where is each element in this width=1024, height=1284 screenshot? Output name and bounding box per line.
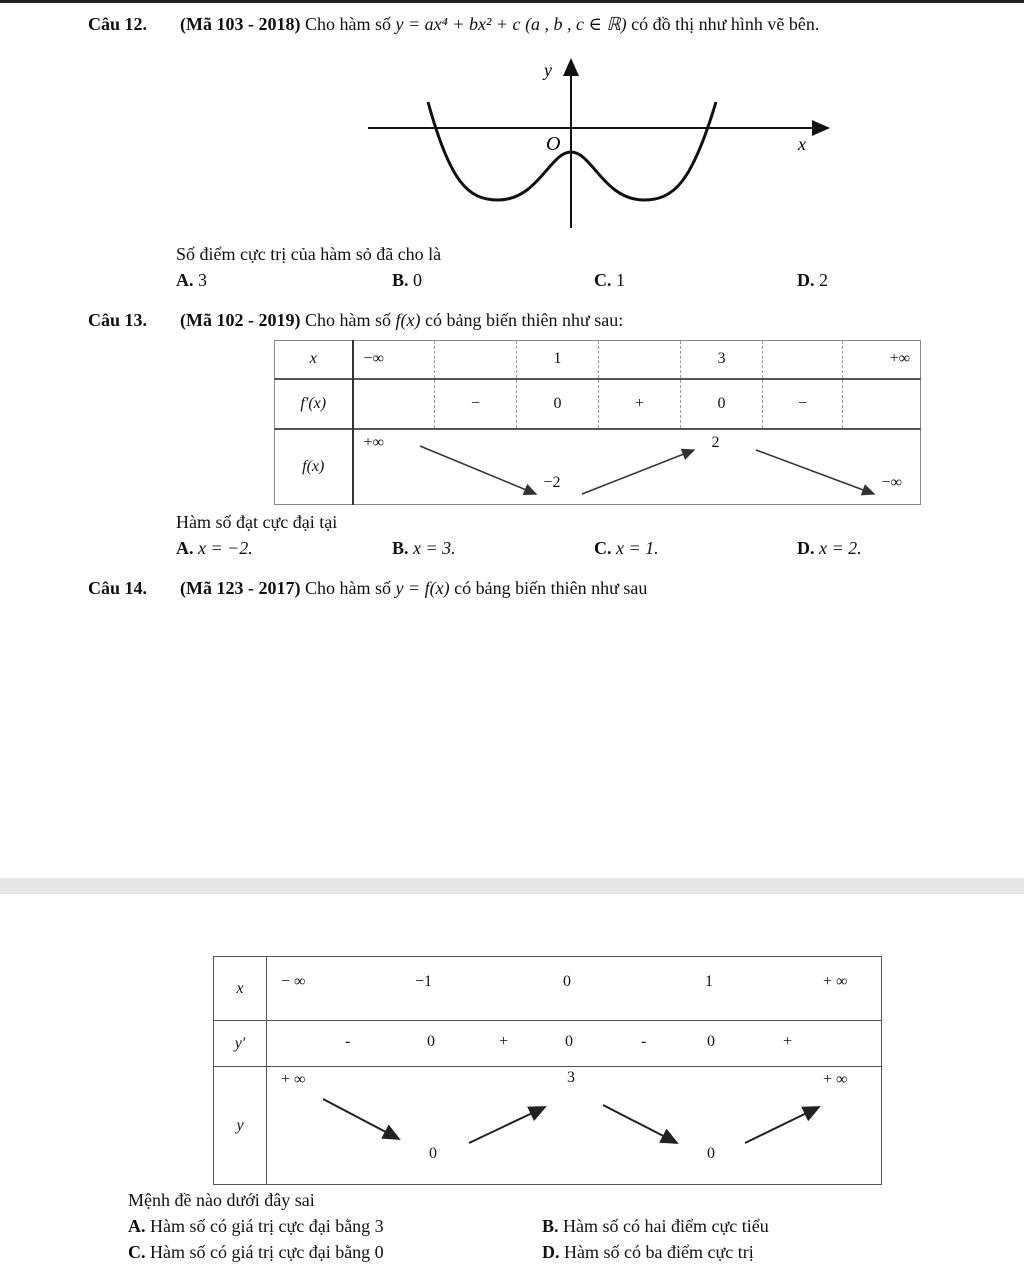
option-text: Hàm số có hai điểm cực tiểu: [563, 1216, 769, 1236]
q14-text-before: Cho hàm số: [304, 578, 391, 598]
cut-off-next-line: [0, 1276, 1024, 1284]
q14-arrows: [267, 1067, 882, 1185]
option-text: 0: [413, 270, 423, 290]
option-letter: B.: [392, 270, 409, 290]
q13-arrows: [354, 430, 920, 506]
x-axis-label: x: [798, 134, 806, 154]
option-letter: C.: [594, 538, 612, 558]
x-value: 1: [517, 341, 599, 379]
q12-source: (Mã 103 - 2018): [180, 14, 301, 34]
q14-option-a[interactable]: [128, 1216, 384, 1237]
row-label-function: f(x): [275, 429, 353, 505]
y-axis-label: y: [544, 60, 552, 80]
derivative-zero: 0: [427, 1033, 435, 1050]
option-text: Hàm số có giá trị cực đại bằng 3: [150, 1216, 384, 1236]
y-value-bottom-1: 0: [429, 1145, 437, 1162]
y-value-top-mid: 3: [567, 1069, 575, 1086]
derivative-zero: 0: [707, 1033, 715, 1050]
q13-heading: [88, 310, 623, 331]
q14-option-d[interactable]: [542, 1242, 754, 1263]
q13-function-row: [275, 429, 921, 505]
y-value-top-left: + ∞: [281, 1071, 306, 1088]
q14-heading: [88, 578, 647, 599]
q12-text-after: có đồ thị như hình vẽ bên.: [631, 14, 820, 34]
q13-x-row: [275, 341, 921, 379]
q12-question: Số điểm cực trị của hàm sỏ đã cho là: [176, 244, 442, 264]
option-text: 2: [819, 270, 828, 290]
x-value: −∞: [353, 341, 435, 379]
option-letter: C.: [128, 1242, 146, 1262]
increasing-arrow: [582, 450, 694, 494]
f-value-bottom-mid: −2: [543, 473, 561, 491]
q14-source: (Mã 123 - 2017): [180, 578, 301, 598]
x-value: + ∞: [823, 973, 848, 990]
q13-question: Hàm số đạt cực đại tại: [176, 512, 338, 532]
option-text: x = 3.: [413, 538, 456, 558]
q13-option-d[interactable]: [797, 538, 862, 559]
derivative-sign: +: [783, 1033, 793, 1050]
row-label-derivative: y′: [214, 1021, 267, 1067]
derivative-sign: −: [435, 379, 517, 429]
q12-heading: [88, 14, 819, 35]
option-text: x = −2.: [198, 538, 253, 558]
increasing-arrow: [469, 1107, 545, 1143]
x-value: 1: [705, 973, 713, 990]
q12-condition: (a , b , c ∈ ℝ): [525, 14, 627, 34]
q12-number: Câu 12.: [88, 14, 148, 34]
decreasing-arrow: [756, 450, 874, 494]
top-border: [0, 0, 1024, 3]
q14-text-after: có bảng biến thiên như sau: [454, 578, 648, 598]
option-text: 1: [616, 270, 625, 290]
x-value: +∞: [843, 341, 921, 379]
q13-number: Câu 13.: [88, 310, 148, 330]
q12-graph: [360, 52, 840, 232]
row-label-x: x: [214, 957, 267, 1021]
q14-function-row: [214, 1067, 882, 1185]
decreasing-arrow: [323, 1099, 399, 1139]
q14-variation-table: [213, 956, 882, 1185]
derivative-sign: −: [763, 379, 843, 429]
q13-option-a[interactable]: [176, 538, 253, 559]
q12-option-a[interactable]: [176, 270, 207, 291]
option-letter: D.: [542, 1242, 560, 1262]
q13-variation-table: [274, 340, 921, 505]
option-text: Hàm số có ba điểm cực trị: [564, 1242, 754, 1262]
q12-option-b[interactable]: [392, 270, 422, 291]
q13-text-after: có bảng biến thiên như sau:: [424, 310, 624, 330]
q12-option-c[interactable]: [594, 270, 625, 291]
q14-x-row: [214, 957, 882, 1021]
q13-option-b[interactable]: [392, 538, 456, 559]
q12-formula: y = ax⁴ + bx² + c: [395, 14, 521, 34]
q14-option-b[interactable]: [542, 1216, 769, 1237]
option-letter: A.: [128, 1216, 146, 1236]
row-label-x: x: [275, 341, 353, 379]
option-letter: D.: [797, 270, 815, 290]
option-letter: A.: [176, 270, 194, 290]
x-value: − ∞: [281, 973, 306, 990]
option-letter: D.: [797, 538, 815, 558]
row-label-function: y: [214, 1067, 267, 1185]
q12-option-d[interactable]: [797, 270, 828, 291]
q13-source: (Mã 102 - 2019): [180, 310, 301, 330]
row-label-derivative: f′(x): [275, 379, 353, 429]
x-value: 3: [681, 341, 763, 379]
q14-number: Câu 14.: [88, 578, 148, 598]
f-value-top-left: +∞: [363, 433, 384, 451]
option-letter: C.: [594, 270, 612, 290]
f-value-top-mid: 2: [711, 433, 720, 451]
q14-option-c[interactable]: [128, 1242, 384, 1263]
page-divider: [0, 878, 1024, 894]
q14-formula: y = f(x): [395, 578, 450, 598]
q14-question: Mệnh đề nào dưới đây sai: [128, 1190, 315, 1210]
option-text: x = 2.: [819, 538, 862, 558]
option-text: x = 1.: [616, 538, 659, 558]
q12-text-before: Cho hàm số: [304, 14, 391, 34]
option-letter: A.: [176, 538, 194, 558]
derivative-sign: -: [345, 1033, 351, 1050]
derivative-sign: +: [599, 379, 681, 429]
x-value: −1: [415, 973, 433, 990]
q13-derivative-row: [275, 379, 921, 429]
option-text: 3: [198, 270, 207, 290]
y-value-top-right: + ∞: [823, 1071, 848, 1088]
derivative-zero: 0: [565, 1033, 573, 1050]
f-value-bottom-right: −∞: [881, 473, 902, 491]
y-value-bottom-2: 0: [707, 1145, 715, 1162]
x-value: 0: [563, 973, 571, 990]
derivative-zero: 0: [681, 379, 763, 429]
increasing-arrow: [745, 1107, 819, 1143]
option-letter: B.: [542, 1216, 559, 1236]
decreasing-arrow: [603, 1105, 677, 1143]
q13-func: f(x): [395, 310, 421, 330]
derivative-sign: -: [641, 1033, 647, 1050]
option-text: Hàm số có giá trị cực đại bằng 0: [150, 1242, 384, 1262]
derivative-sign: +: [499, 1033, 509, 1050]
origin-label: O: [546, 133, 561, 155]
decreasing-arrow: [420, 446, 536, 494]
derivative-zero: 0: [517, 379, 599, 429]
q13-option-c[interactable]: [594, 538, 659, 559]
q13-text-before: Cho hàm số: [304, 310, 391, 330]
option-letter: B.: [392, 538, 409, 558]
q14-derivative-row: [214, 1021, 882, 1067]
